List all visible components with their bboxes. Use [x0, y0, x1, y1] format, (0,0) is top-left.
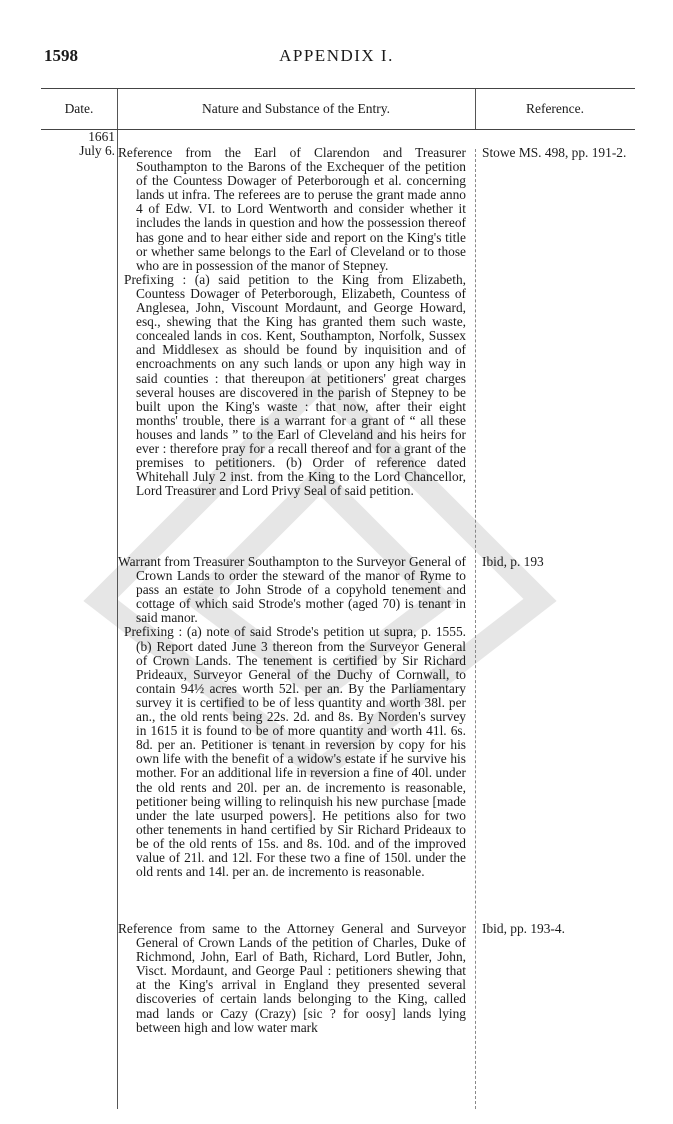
entry-reference: Ibid, pp. 193-4. — [482, 921, 565, 936]
running-title: APPENDIX I. — [279, 46, 394, 65]
header-rule — [41, 129, 635, 130]
entry-prefixing-text: Prefixing : (a) note of said Strode's petition ut supra, p. 1555. (b) Report dated June 3 thereon from the Surveyor General of Crown Lands. The tenement is certified by Sir Richard Prideaux, Surveyor General of the Duchy of Cornwall, to contain 94½ acres worth 52l. per an. By the Parliamentary survey it is certified to be of less quantity and worth 38l. per an., the old rents being 22s. 2d. and 8s. By Norden's survey in 1615 it is found to be of more quantity and worth 41l. 6s. 8d. per an. Petitioner is tenant in reversion by copy for his own life with the benefit of a widow's estate if he survive his mother. For an additional life in reversion a fine of 40l. under the old rents and 20l. per an. de incremento is reasonable, petitioner being willing to relinquish his new purchase [made under the late usurped powers]. He petitions also for two other tenements in hand certified by Sir Richard Prideaux to be of the old rents of 15s. and 8s. 10d. and of the improved value of 21l. and 12l. For these two a fine of 150l. under the old rents and 14l. per an. de incremento is reasonable. — [124, 624, 466, 880]
entry-2 — [118, 555, 466, 879]
column-header-nature: Nature and Substance of the Entry. — [201, 101, 391, 116]
column-header-date: Date. — [64, 101, 94, 116]
entry-main-text: Reference from same to the Attorney General and Surveyor General of Crown Lands of the petition of Charles, Duke of Richmond, John, Earl of Bath, Richard, Lord Butler, John, Visct. Mordaunt, and George Paul : petitioners shewing that at the King's arrival in England they presented several discoveries of certain lands belonging to the King, called mad lands or Cazy (Crazy) [sic ? for oosy] lands lying between high and low water mark — [118, 921, 466, 1035]
entry-prefixing-text: Prefixing : (a) said petition to the King from Elizabeth, Countess Dowager of Peterborough, Elizabeth, Countess of Anglesea, John, Viscount Mordaunt, and George Howard, esq., shewing that the King has granted them such waste, concealed lands in cos. Kent, Southampton, Norfolk, Sussex and Middlesex as should be found by inquisition and of encroachments on any such lands or upon any high way in said counties : that thereupon at petitioners' great charges several houses are discovered in the parish of Stepney to be built upon the King's waste : that now, after their eight months' trouble, there is a warrant for a grant of “ all these houses and lands ” to the Earl of Cleveland and his heirs for ever : therefore pray for a recall thereof and for a grant of the premises to petitioners. (b) Order of reference dated Whitehall July 2 inst. from the King to the Lord Chancellor, Lord Treasurer and Lord Privy Seal of said petition. — [124, 271, 466, 499]
entry-1 — [118, 146, 466, 498]
entry-3 — [118, 922, 466, 1035]
column-divider — [475, 149, 476, 1109]
entry-main-text: Warrant from Treasurer Southampton to the Surveyor General of Crown Lands to order the steward of the manor of Ryme to pass an estate to John Strode of a copyhold tenement and cottage of which said Strode's mother (aged 70) is tenant in said manor. — [118, 554, 466, 626]
entry-reference: Ibid, p. 193 — [482, 554, 544, 569]
entry-year: 1661 — [88, 129, 115, 144]
entry-date: July 6. — [79, 143, 115, 158]
entry-reference: Stowe MS. 498, pp. 191-2. — [482, 145, 627, 160]
page-header — [44, 46, 629, 72]
page-number: 1598 — [44, 46, 78, 65]
entry-main-text: Reference from the Earl of Clarendon and Treasurer Southampton to the Barons of the Exchequer of the petition of the Countess Dowager of Peterborough et al. concerning lands ut infra. The referees are to peruse the grant made anno 4 of Edw. VI. to Lord Wentworth and consider whether it includes the lands in question and how the possession thereof has gone and to hear either side and report on the King's title or whether same belongs to the Earl of Cleveland or to those who are in possession of the manor of Stepney. — [118, 145, 466, 273]
column-header-reference: Reference. — [525, 101, 585, 116]
